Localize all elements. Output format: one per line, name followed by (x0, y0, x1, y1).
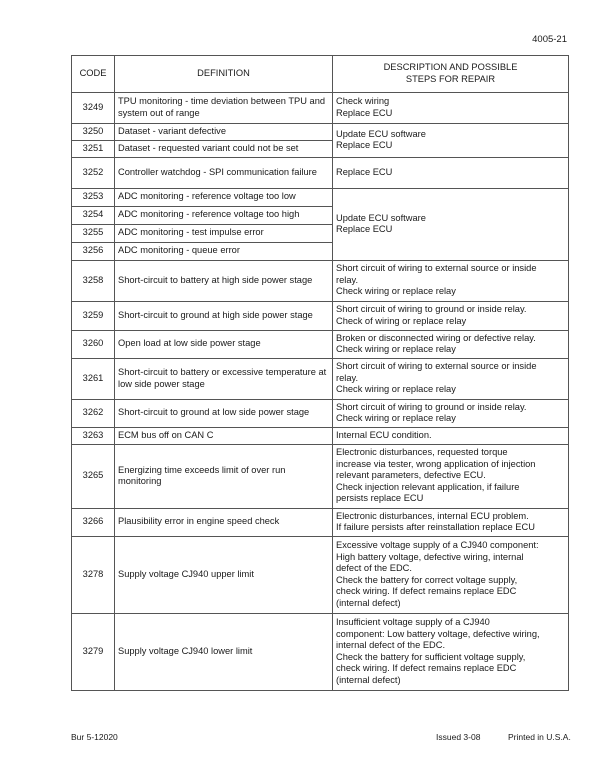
row-definition: Open load at low side power stage (115, 331, 333, 359)
row-definition: ADC monitoring - queue error (115, 243, 333, 261)
row-definition: Short-circuit to ground at low side power stage (115, 400, 333, 428)
row-description (333, 261, 569, 302)
row-code: 3252 (72, 158, 115, 189)
header-description-line: STEPS FOR REPAIR (405, 73, 496, 84)
row-code: 3256 (72, 243, 115, 261)
description-line: Short circuit of wiring to ground or inside relay. (336, 304, 527, 314)
description-line: defect of the EDC. (336, 563, 412, 573)
description-line: Electronic disturbances, internal ECU problem. (336, 510, 529, 521)
header-description-line: DESCRIPTION AND POSSIBLE (383, 62, 518, 72)
table-header-row (72, 56, 569, 93)
row-description (333, 331, 569, 359)
table-row (72, 445, 569, 509)
row-definition: Dataset - requested variant could not be set (115, 141, 333, 158)
description-line: Replace ECU (336, 166, 393, 177)
table-row (72, 331, 569, 359)
row-definition: TPU monitoring - time deviation between TPU and system out of range (115, 93, 333, 124)
row-definition: ADC monitoring - test impulse error (115, 225, 333, 243)
description-line: Short circuit of wiring to ground or inside relay. (336, 401, 527, 412)
page-number: 4005-21 (532, 34, 567, 45)
row-code: 3266 (72, 509, 115, 537)
row-code: 3253 (72, 189, 115, 207)
description-line: Check the battery for sufficient voltage supply, (336, 651, 526, 662)
row-definition: ADC monitoring - reference voltage too high (115, 207, 333, 225)
row-definition: Dataset - variant defective (115, 124, 333, 141)
description-line: Broken or disconnected wiring or defective relay. (336, 332, 536, 343)
description-line: Replace ECU (336, 140, 393, 150)
row-code: 3261 (72, 359, 115, 400)
table-row (72, 302, 569, 331)
row-code: 3258 (72, 261, 115, 302)
description-line: relay. (336, 274, 359, 285)
row-code: 3249 (72, 93, 115, 124)
description-line: increase via tester, wrong application of injection (336, 458, 536, 469)
footer-printed: Printed in U.S.A. (508, 732, 571, 742)
description-line: Check wiring or replace relay (336, 384, 456, 395)
row-code: 3262 (72, 400, 115, 428)
description-line: Replace ECU (336, 107, 393, 118)
row-description (333, 445, 569, 509)
row-description (333, 302, 569, 331)
table-row (72, 614, 569, 691)
description-line: relevant parameters, defective ECU. (336, 470, 486, 481)
footer-document-reference: Bur 5-12020 (71, 732, 118, 742)
description-line: If failure persists after reinstallation replace ECU (336, 522, 535, 532)
row-code: 3254 (72, 207, 115, 225)
description-line: Update ECU software (336, 128, 426, 139)
row-code: 3279 (72, 614, 115, 691)
row-definition: ECM bus off on CAN C (115, 428, 333, 445)
row-definition: Controller watchdog - SPI communication failure (115, 158, 333, 189)
fault-code-table (71, 55, 569, 691)
footer-issued: Issued 3-08 (436, 732, 481, 742)
row-description (333, 537, 569, 614)
description-line: High battery voltage, defective wiring, internal (336, 551, 524, 562)
row-code: 3251 (72, 141, 115, 158)
description-line: Insufficient voltage supply of a CJ940 (336, 617, 490, 627)
table-row (72, 428, 569, 445)
header-code: CODE (72, 56, 115, 93)
description-line: Check wiring or replace relay (336, 286, 456, 297)
table-row (72, 509, 569, 537)
table-row (72, 359, 569, 400)
row-description (333, 189, 569, 261)
row-description (333, 124, 569, 158)
row-code: 3278 (72, 537, 115, 614)
description-line: Check of wiring or replace relay (336, 315, 467, 326)
table-row (72, 124, 569, 141)
row-description (333, 359, 569, 400)
row-description (333, 614, 569, 691)
table-row (72, 400, 569, 428)
description-line: relay. (336, 372, 359, 383)
description-line: check wiring. If defect remains replace EDC (336, 586, 517, 596)
row-definition: Energizing time exceeds limit of over run monitoring (115, 445, 333, 509)
description-line: Check wiring (336, 96, 390, 106)
row-code: 3260 (72, 331, 115, 359)
row-description (333, 93, 569, 124)
row-code: 3255 (72, 225, 115, 243)
row-code: 3250 (72, 124, 115, 141)
description-line: Check wiring or replace relay (336, 413, 456, 423)
row-code: 3263 (72, 428, 115, 445)
description-line: Check the battery for correct voltage supply, (336, 574, 518, 585)
row-definition: Supply voltage CJ940 lower limit (115, 614, 333, 691)
row-definition: Supply voltage CJ940 upper limit (115, 537, 333, 614)
row-definition: Short-circuit to battery or excessive temperature at low side power stage (115, 359, 333, 400)
description-line: Short circuit of wiring to external source or inside (336, 263, 537, 274)
description-line: Excessive voltage supply of a CJ940 component: (336, 540, 539, 550)
row-definition: ADC monitoring - reference voltage too low (115, 189, 333, 207)
row-description (333, 428, 569, 445)
table-row (72, 261, 569, 302)
description-line: Replace ECU (336, 224, 393, 234)
row-description (333, 400, 569, 428)
row-definition: Short-circuit to ground at high side power stage (115, 302, 333, 331)
description-line: (internal defect) (336, 674, 401, 685)
row-code: 3265 (72, 445, 115, 509)
description-line: Update ECU software (336, 212, 426, 223)
row-definition: Plausibility error in engine speed check (115, 509, 333, 537)
row-description (333, 509, 569, 537)
description-line: Electronic disturbances, requested torque (336, 447, 508, 458)
table-row (72, 158, 569, 189)
description-line: Check wiring or replace relay (336, 344, 456, 354)
row-description (333, 158, 569, 189)
table-row (72, 189, 569, 207)
description-line: persists replace ECU (336, 493, 424, 504)
header-definition: DEFINITION (115, 56, 333, 93)
table-row (72, 537, 569, 614)
header-description (333, 56, 569, 93)
description-line: Short circuit of wiring to external source or inside (336, 361, 537, 372)
description-line: component: Low battery voltage, defective wiring, (336, 628, 540, 639)
description-line: Internal ECU condition. (336, 429, 432, 440)
row-definition: Short-circuit to battery at high side power stage (115, 261, 333, 302)
description-line: internal defect of the EDC. (336, 640, 446, 650)
description-line: check wiring. If defect remains replace EDC (336, 663, 517, 673)
description-line: Check injection relevant application, if failure (336, 481, 520, 492)
table-row (72, 93, 569, 124)
row-code: 3259 (72, 302, 115, 331)
description-line: (internal defect) (336, 597, 401, 608)
